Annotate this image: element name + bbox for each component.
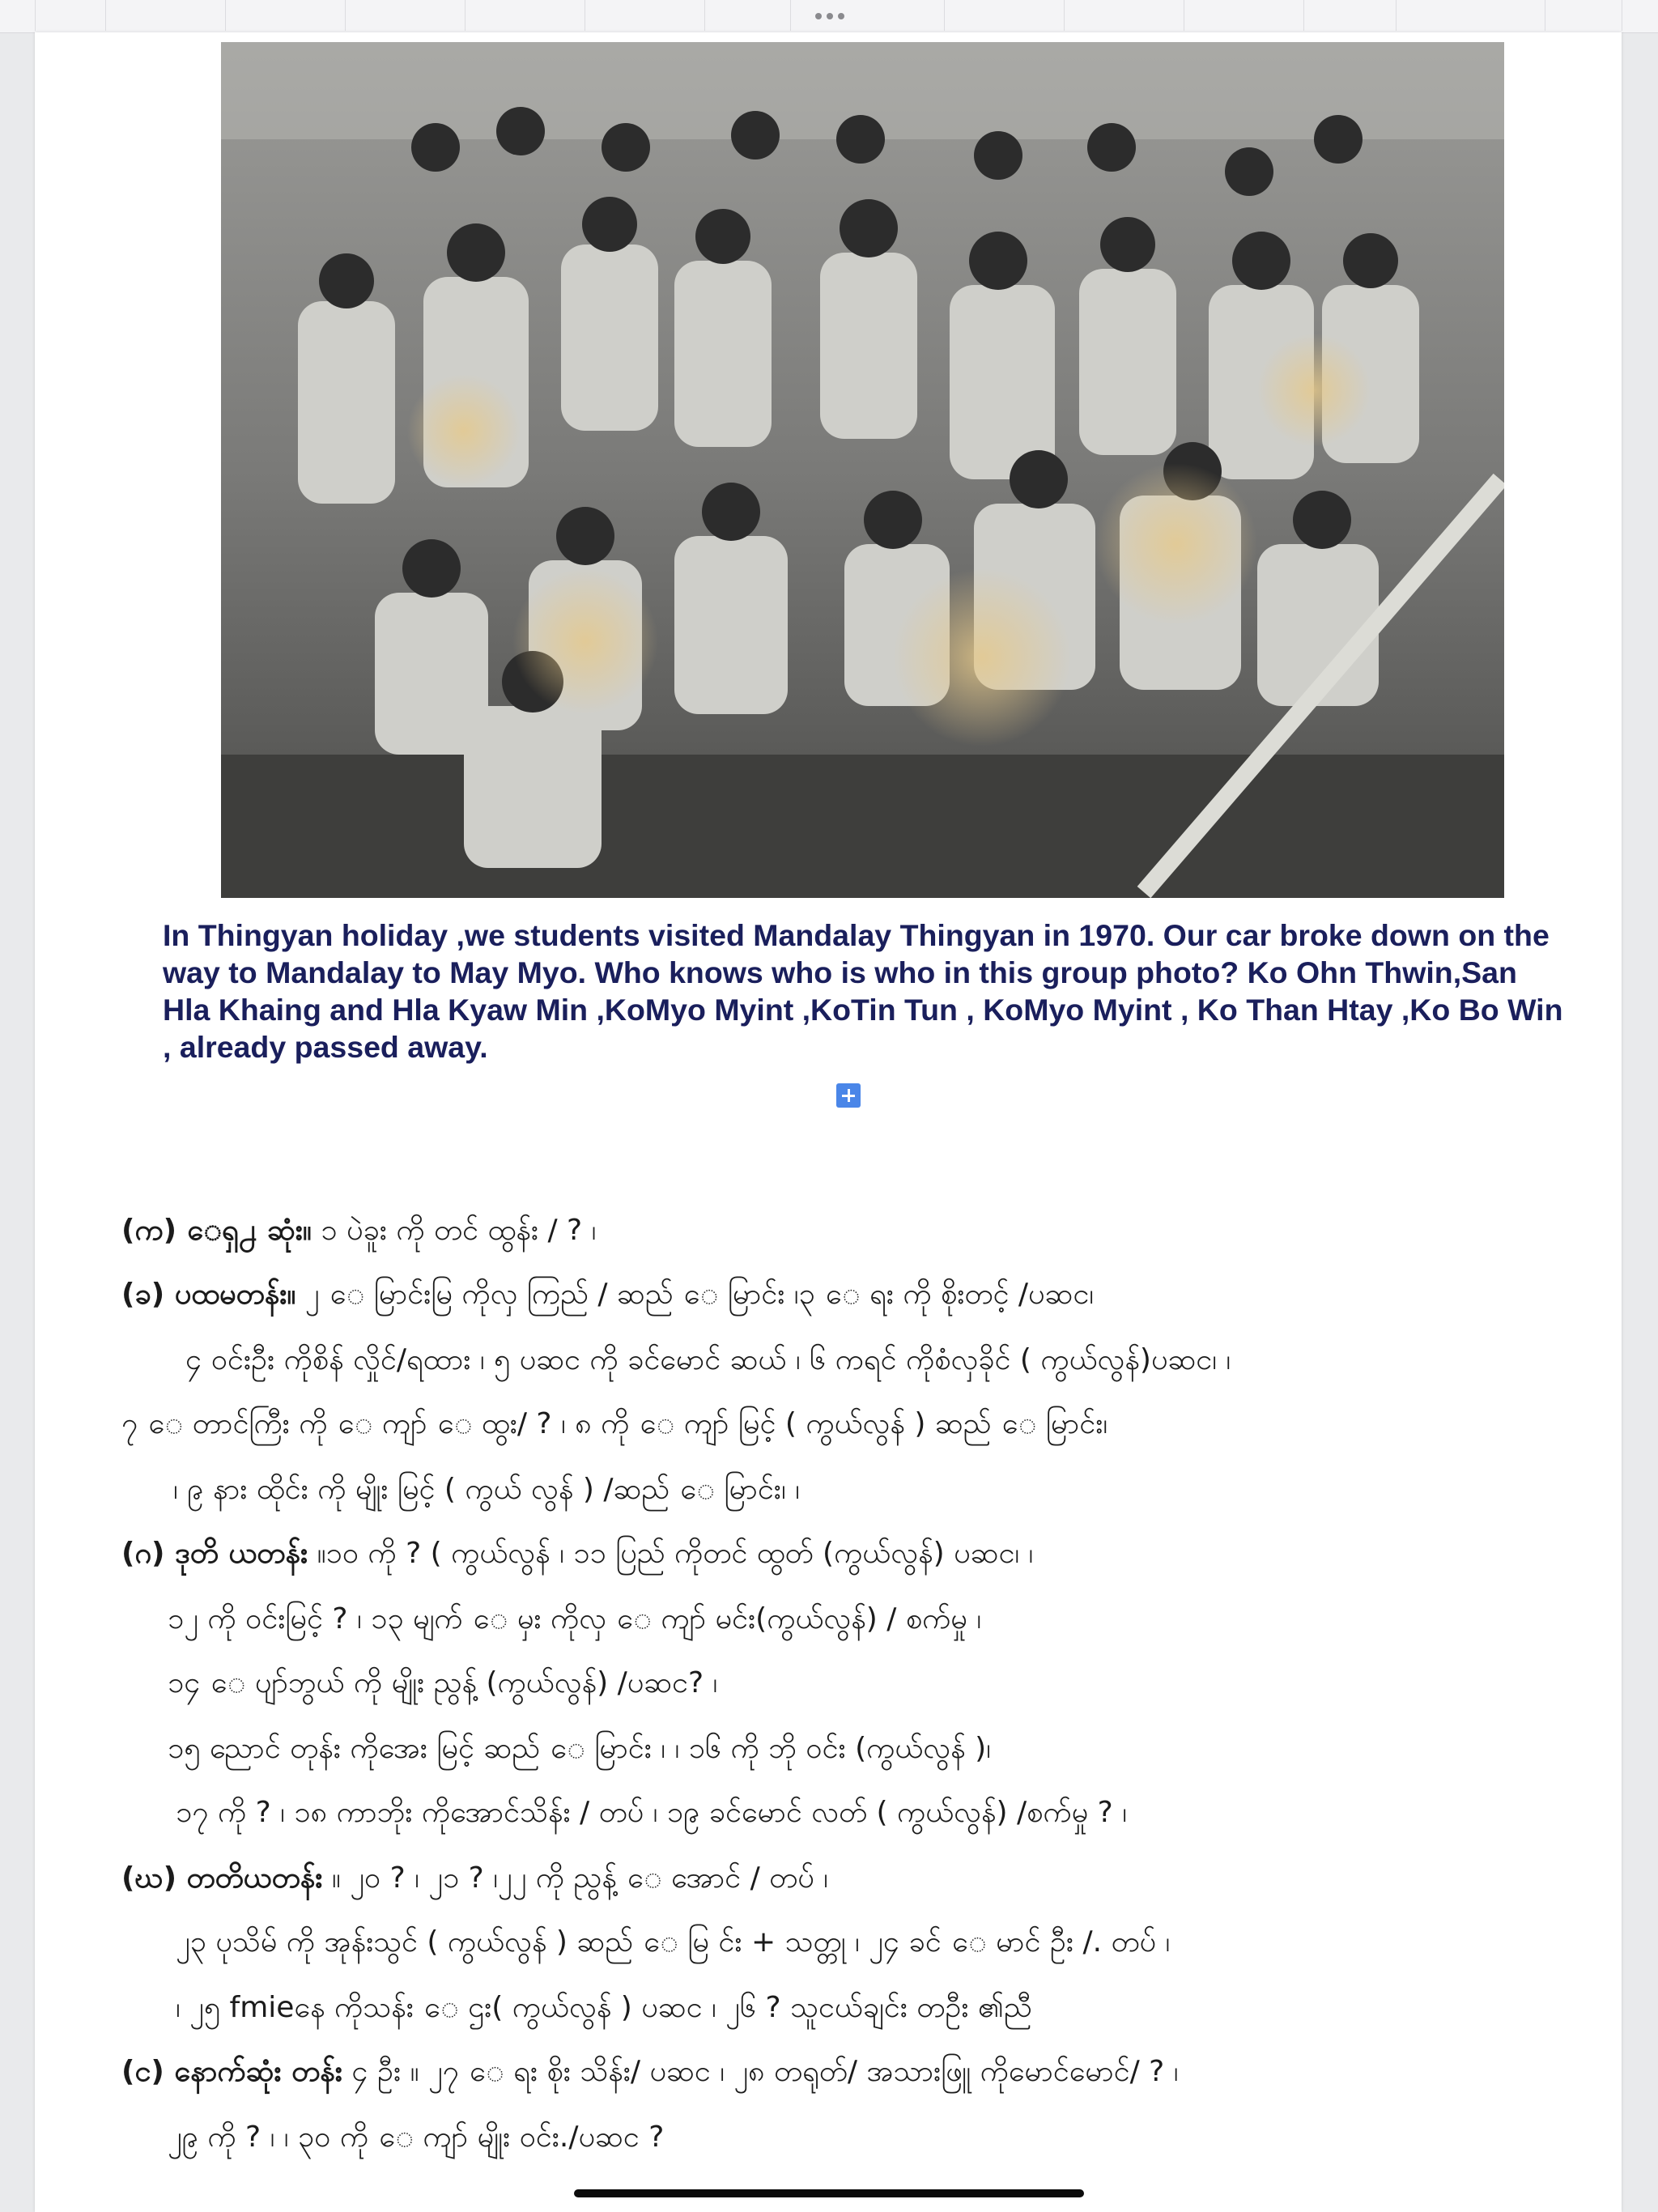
row-text: ။ ၂၀ ? ၊ ၂၁ ? ၊၂၂ ကို ညွန့် ေ အောင် / တပ် ၊ <box>322 1861 828 1895</box>
list-item <box>168 1729 991 1769</box>
top-ruler <box>0 0 1658 33</box>
row-text: ၄ ဝင်းဦး ကိုစိန် လှိုင်/ရထား ၊ ၅ ပဆင ကို ခင်မောင် ဆယ် ၊ ၆ ကရင် ကိုစံလှခိုင် ( ကွယ်လွန်)ပဆင၊ ၊ <box>185 1343 1231 1376</box>
row-text: ၂၉ ကို ? ၊ ၊ ၃၀ ကို ေ ကျာ် မျိုး ဝင်း./ပဆင ? <box>168 2121 665 2154</box>
row-text: ၊ ၂၅ fmieနေ ကိုသန်း ေ ဌး( ကွယ်လွန် ) ပဆင ၊ ၂၆ ? သူငယ်ချင်း တဦး ၏ညီ <box>176 1991 1032 2024</box>
list-item <box>121 1274 1094 1315</box>
list-item <box>121 1404 1107 1444</box>
row-label: (ခ) ပထမတန်း။ <box>121 1278 296 1311</box>
list-item <box>176 1988 1032 2028</box>
list-item <box>168 2117 664 2158</box>
list-item <box>121 2052 1178 2092</box>
add-icon[interactable] <box>836 1083 861 1108</box>
row-label: (ဃ) တတိယတန်း <box>121 1861 323 1895</box>
row-text: ။၁၀ ကို ? ( ကွယ်လွန် ၊ ၁၁ ပြည် ကိုတင် ထွတ် (ကွယ်လွန်) ပဆင၊ ၊ <box>308 1537 1034 1570</box>
row-text: ၁ ပဲခူး ကို တင် ထွန်း / ? ၊ <box>311 1214 597 1247</box>
row-text: ၇ ေ တာင်ကြီး ကို ေ ကျာ် ေ ထွး/ ? ၊ ၈ ကို ေ ကျာ် မြင့် ( ကွယ်လွန် ) ဆည် ေ မြာင်း၊ <box>121 1407 1108 1440</box>
list-item <box>121 1858 828 1899</box>
list-item <box>173 1470 800 1510</box>
list-item <box>168 1663 717 1704</box>
photo-caption: In Thingyan holiday ,we students visited Mandalay Thingyan in 1970. Our car broke down on the way to Mandalay to May Myo. Who knows who is who in this group photo? Ko Ohn Thwin,San Hla Khaing and Hla Kyaw Min ,KoMyo Myint ,KoTin Tun , KoMyo Myint , Ko Than Htay ,Ko Bo Win , already passed away. <box>163 918 1563 1064</box>
row-text: ၂ ေ မြာင်းမြ ကိုလှ ကြည် / ဆည် ေ မြာင်း ၊၃ ေ ရး ကို စိုးတင့် /ပဆင၊ <box>295 1278 1095 1311</box>
row-label: (ဂ) ဒုတိ ယတန်း <box>121 1537 308 1570</box>
list-item <box>121 1534 1033 1574</box>
list-item <box>121 1210 596 1251</box>
list-item <box>176 1793 1127 1833</box>
more-options-icon[interactable] <box>810 6 850 26</box>
row-text: ၁၄ ေ ပျာ်ဘွယ် ကို မျိုး ညွန့် (ကွယ်လွန်) /ပဆင? ၊ <box>168 1666 718 1699</box>
row-text: ၊ ၉ နား ထိုင်း ကို မျိုး မြင့် ( ကွယ် လွန် ) /ဆည် ေ မြာင်း၊ ၊ <box>173 1473 800 1506</box>
list-item <box>168 1599 981 1640</box>
row-label: (င) နောက်ဆုံး တန်း <box>121 2055 342 2088</box>
document-page <box>35 32 1622 2212</box>
row-text: ၁၂ ကို ဝင်းမြင့် ? ၊ ၁၃ မျက် ေ မှး ကိုလှ ေ ကျာ် မင်း(ကွယ်လွန်) / စက်မှု ၊ <box>168 1602 982 1636</box>
row-text: ၁၅ ညောင် တုန်း ကိုအေး မြင့် ဆည် ေ မြာင်း ၊ ၊ ၁၆ ကို ဘို ဝင်း (ကွယ်လွန် )၊ <box>168 1732 991 1765</box>
home-indicator[interactable] <box>574 2189 1084 2197</box>
row-text: ၄ ဦး ။ ၂၇ ေ ရး စိုး သိန်း/ ပဆင ၊ ၂၈ တရုတ်/ အသားဖြူ ကိုမောင်မောင်/ ? ၊ <box>342 2055 1179 2088</box>
row-text: ၂၃ ပုသိမ် ကို အုန်းသွင် ( ကွယ်လွန် ) ဆည် ေ မြ င်း + သတ္တု ၊ ၂၄ ခင် ေ မာင် ဦး /. တပ် ၊ <box>176 1925 1171 1959</box>
group-photo <box>221 42 1504 898</box>
list-item <box>185 1340 1231 1380</box>
row-label: (က) ေရှ႕ ဆုံး။ <box>121 1214 312 1247</box>
row-text: ၁၇ ကို ? ၊ ၁၈ ကာဘိုး ကိုအောင်သိန်း / တပ် ၊ ၁၉ ခင်မောင် လတ် ( ကွယ်လွန်) /စက်မှု ? ၊ <box>176 1796 1127 1829</box>
list-item <box>176 1922 1170 1963</box>
